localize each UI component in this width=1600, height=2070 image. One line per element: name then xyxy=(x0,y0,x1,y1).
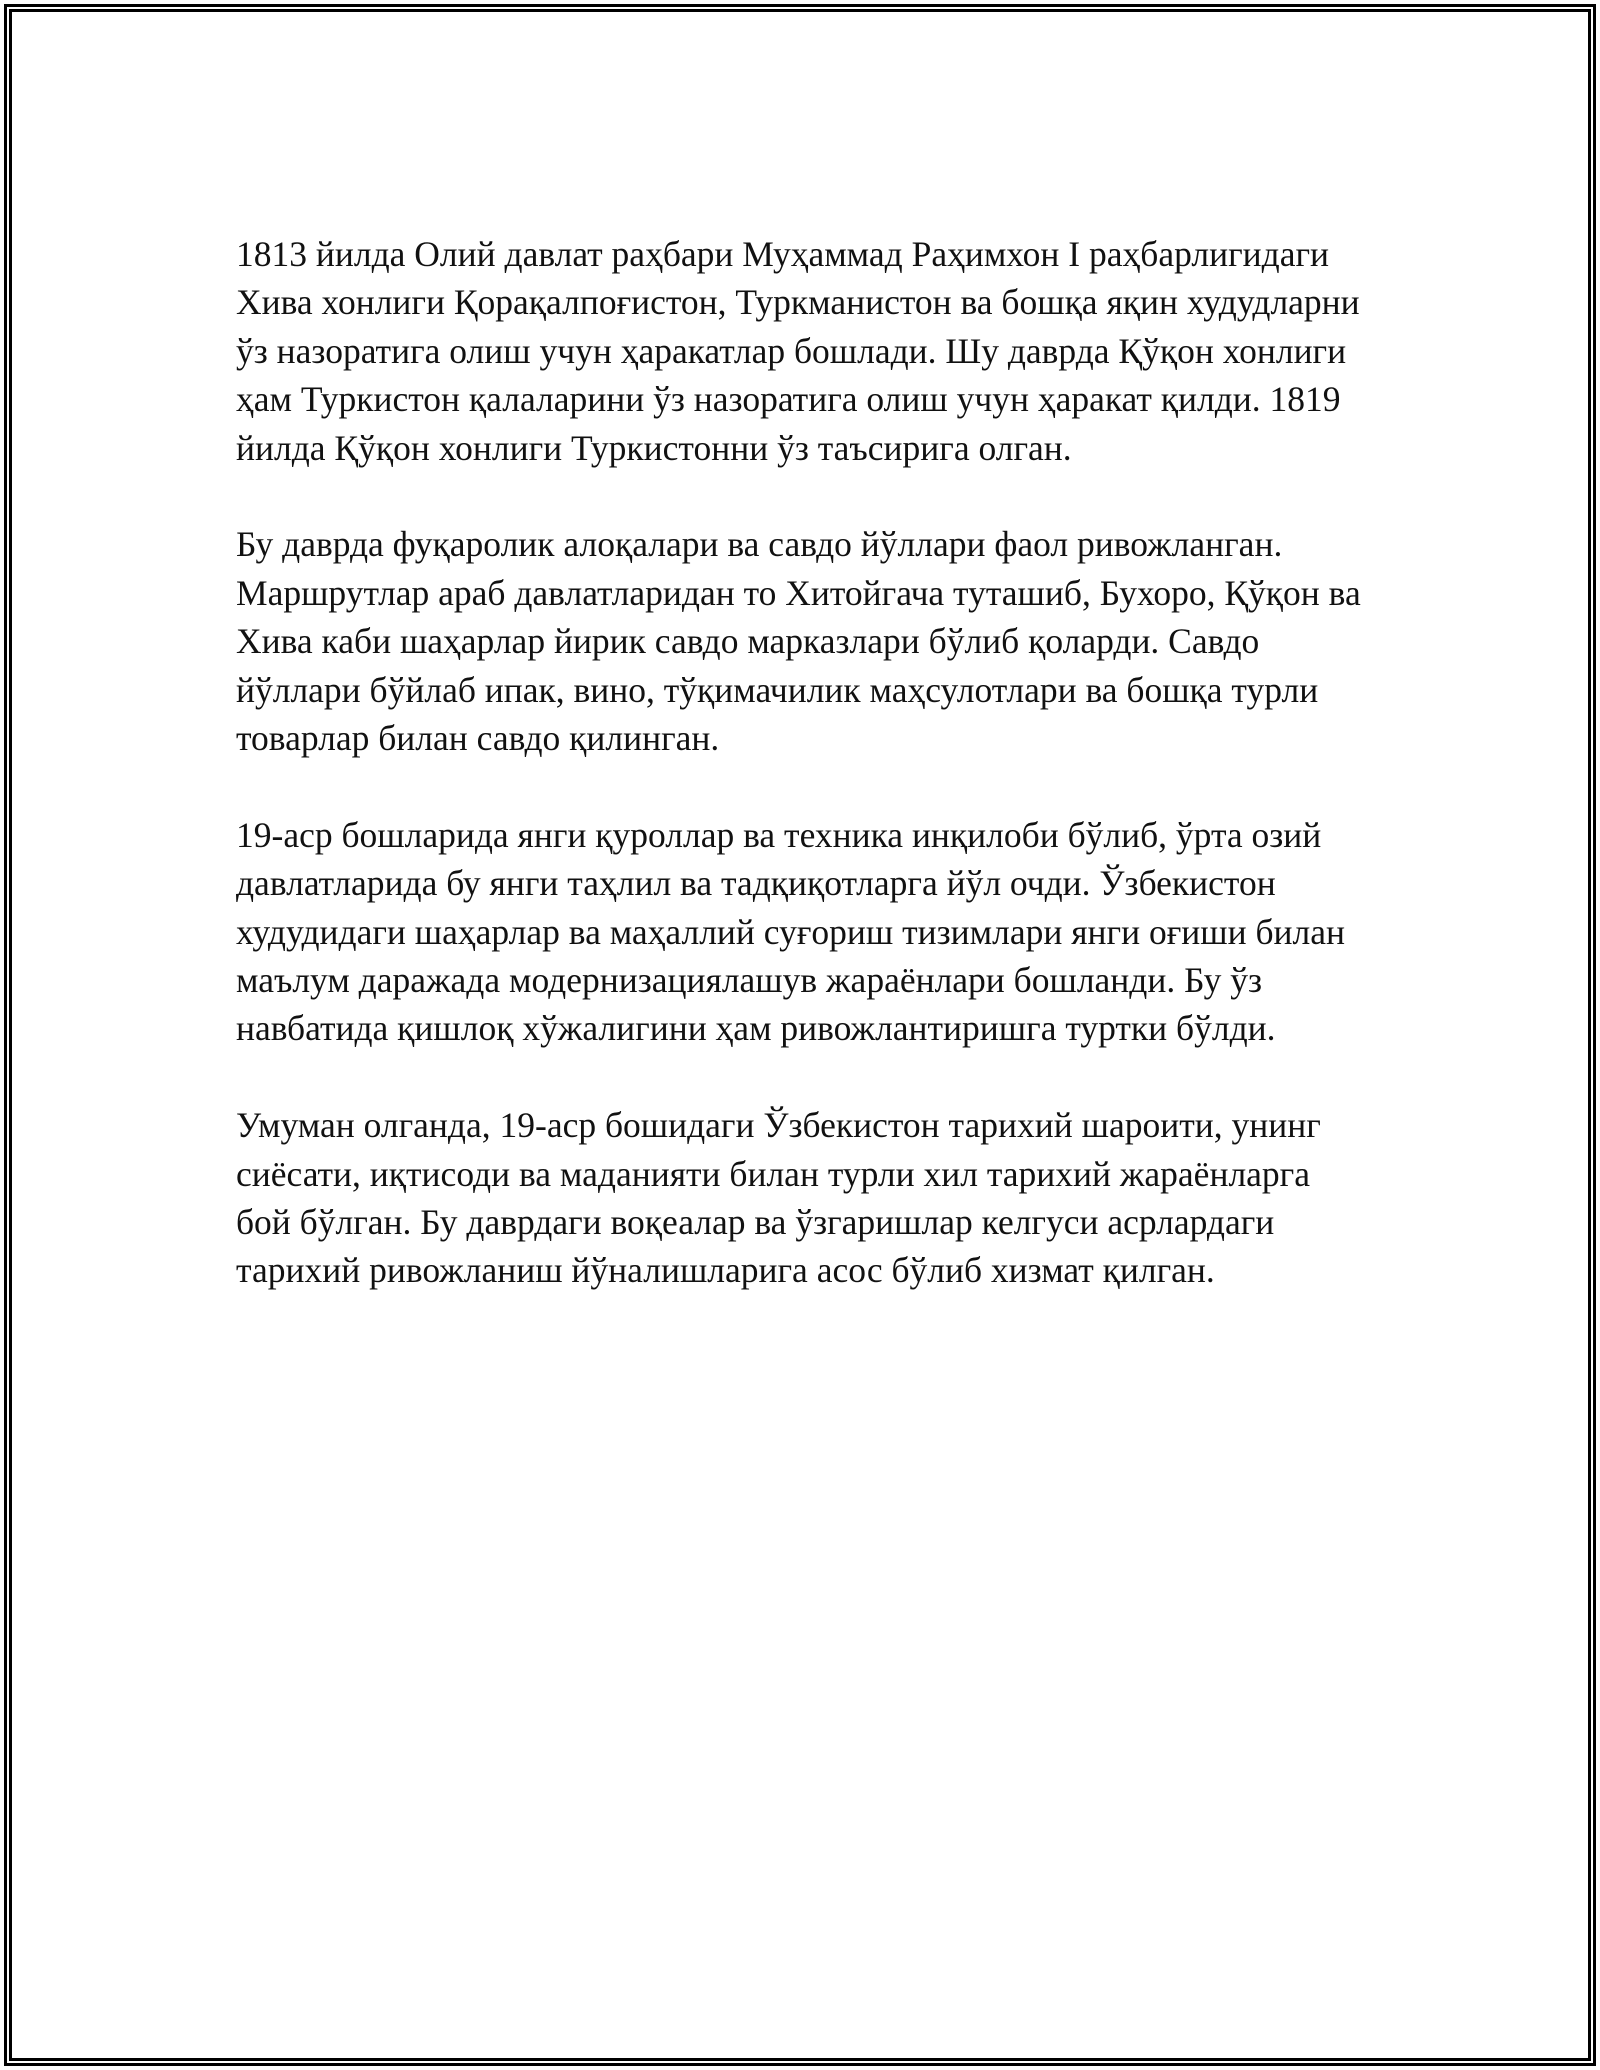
paragraph-1: 1813 йилда Олий давлат раҳбари Муҳаммад Раҳимхон I раҳбарлигидаги Хива хонлиги Қорақалпоғистон, Туркманистон ва бошқа яқин худудларни ўз назоратига олиш учун ҳаракатлар бошлади. Шу даврда Қўқон хонлиги ҳам Туркистон қалаларини ўз назоратига олиш учун ҳаракат қилди. 1819 йилда Қўқон хонлиги Туркистонни ўз таъсирига олган. xyxy=(236,234,1360,468)
paragraph-2: Бу даврда фуқаролик алоқалари ва савдо йўллари фаол ривожланган. Маршрутлар араб давлатларидан то Хитойгача туташиб, Бухоро, Қўқон ва Хива каби шаҳарлар йирик савдо марказлари бўлиб қоларди. Савдо йўллари бўйлаб ипак, вино, тўқимачилик маҳсулотлари ва бошқа турли товарлар билан савдо қилинган. xyxy=(236,524,1361,759)
paragraph-4: Умуман олганда, 19-аср бошидаги Ўзбекистон тарихий шароити, унинг сиёсати, иқтисоди ва маданияти билан турли хил тарихий жараёнларга бой бўлган. Бу даврдаги воқеалар ва ўзгаришлар келгуси асрлардаги тарихий ривожланиш йўналишларига асос бўлиб хизмат қилган. xyxy=(236,1105,1321,1291)
paragraph-3: 19-аср бошларида янги қуроллар ва техника инқилоби бўлиб, ўрта озий давлатларида бу янги таҳлил ва тадқиқотларга йўл очди. Ўзбекистон худудидаги шаҳарлар ва маҳаллий суғориш тизимлари янги оғиши билан маълум даражада модернизациялашув жараёнлари бошланди. Бу ўз навбатида қишлоқ хўжалигини ҳам ривожлантиришга туртки бўлди. xyxy=(236,814,1346,1049)
document-body xyxy=(236,230,1366,1343)
